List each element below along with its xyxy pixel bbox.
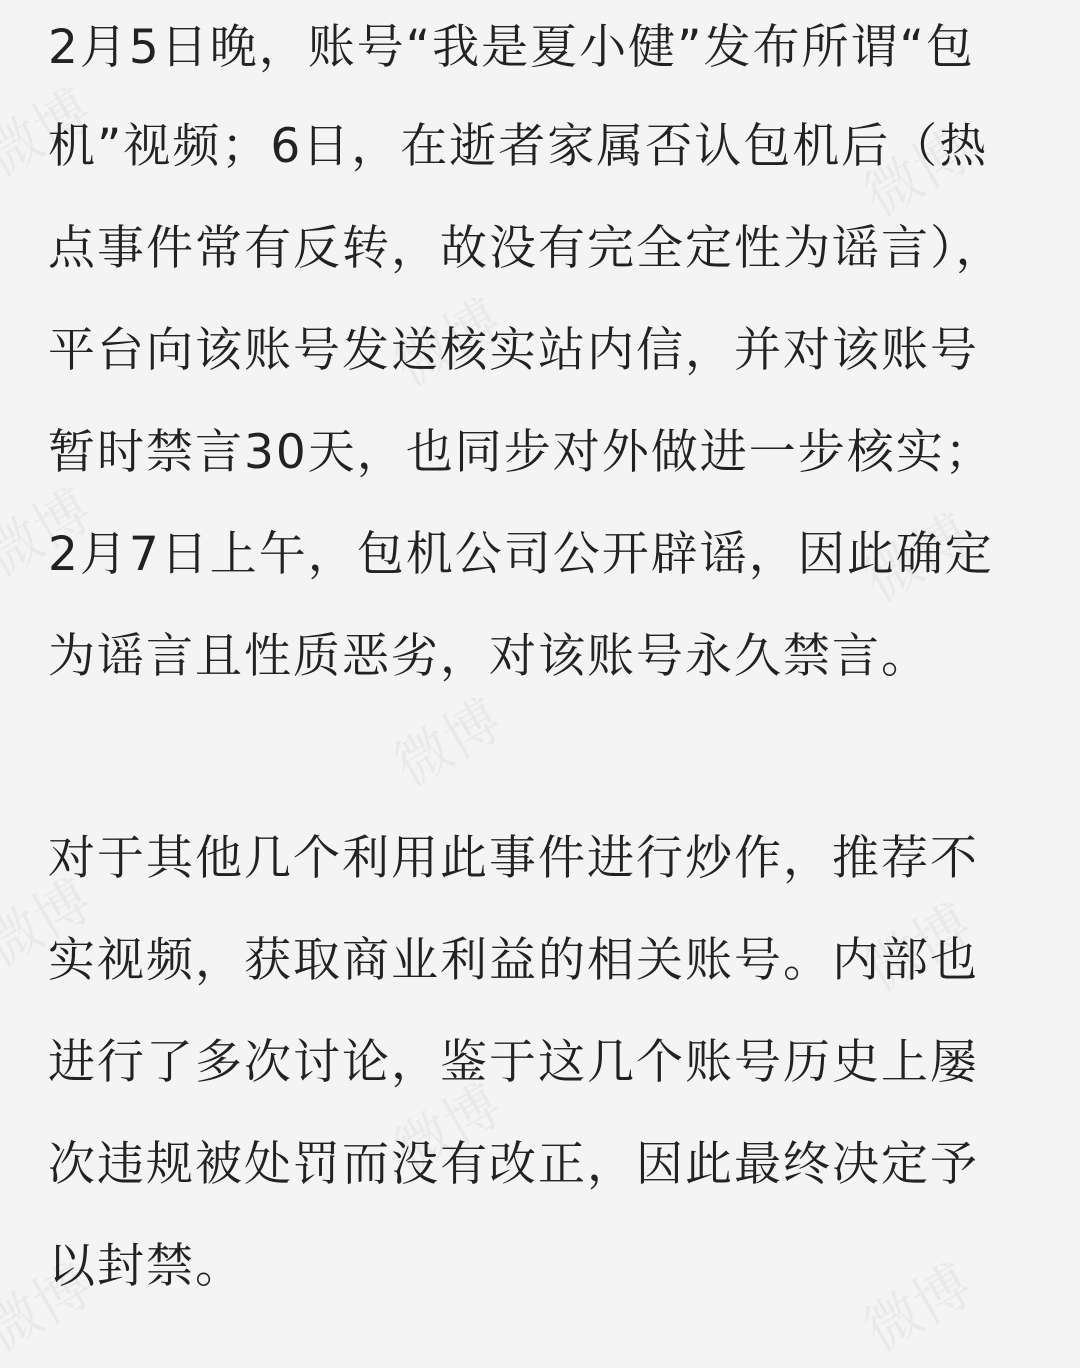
paragraph-1	[48, 0, 1058, 708]
text-line: 实视频，获取商业利益的相关账号。内部也	[48, 933, 979, 988]
text-line: 暂时禁言30天，也同步对外做进一步核实；	[48, 425, 994, 480]
text-line: 2月7日上午，包机公司公开辟谣，因此确定	[48, 527, 994, 582]
text-line: 2月5日晚，账号“我是夏小健”发布所谓“包	[48, 20, 975, 75]
text-line: 以封禁。	[48, 1239, 244, 1294]
text-line: 进行了多次讨论，鉴于这几个账号历史上屡	[48, 1035, 979, 1090]
text-line: 机”视频；6日，在逝者家属否认包机后（热	[48, 119, 989, 174]
text-line: 平台向该账号发送核实站内信，并对该账号	[48, 323, 979, 378]
text-line: 次违规被处罚而没有改正，因此最终决定予	[48, 1137, 979, 1192]
paragraph-2	[48, 808, 1058, 1318]
text-line: 对于其他几个利用此事件进行炒作，推荐不	[48, 831, 979, 886]
text-line: 点事件常有反转，故没有完全定性为谣言），	[48, 221, 1005, 276]
paragraph-gap	[48, 708, 1058, 808]
article-body	[48, 0, 1058, 1318]
text-line: 为谣言且性质恶劣，对该账号永久禁言。	[48, 629, 930, 684]
